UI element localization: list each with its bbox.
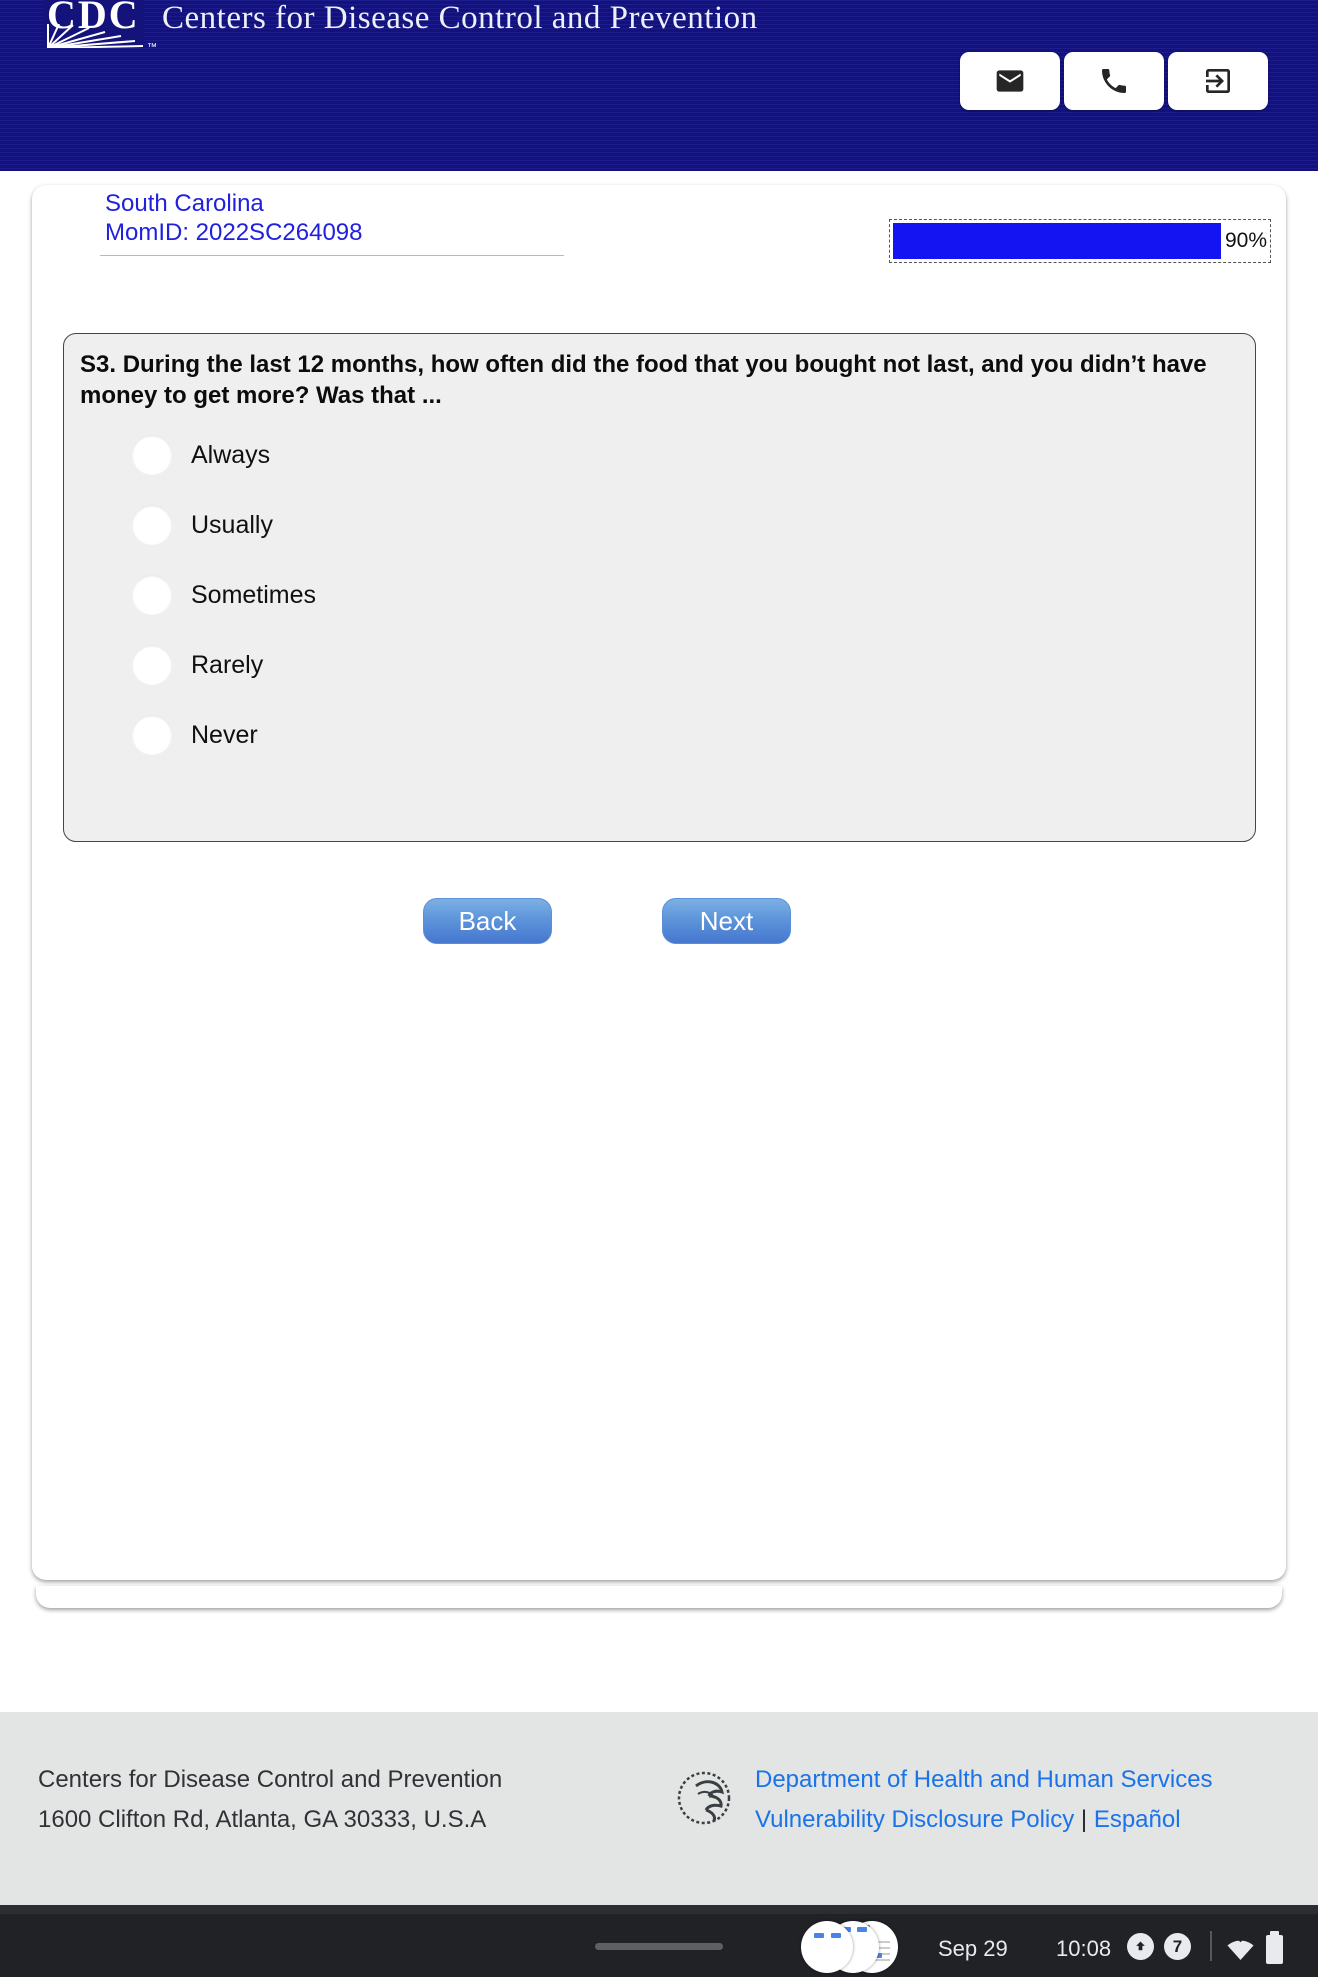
option-label: Sometimes <box>191 580 317 609</box>
mom-id: MomID: 2022SC264098 <box>105 219 363 246</box>
option-sometimes[interactable] <box>132 575 316 615</box>
page-footer <box>0 1712 1318 1905</box>
arrow-up-icon <box>1133 1939 1148 1954</box>
footer-org-name: Centers for Disease Control and Prevention <box>38 1766 503 1793</box>
card-stack-edge <box>36 1586 1282 1608</box>
radio-usually[interactable] <box>132 505 172 545</box>
exit-icon <box>1202 65 1234 97</box>
wifi-icon[interactable] <box>1227 1938 1254 1961</box>
answer-options <box>132 435 316 755</box>
option-label: Always <box>191 440 271 469</box>
option-label: Usually <box>191 510 273 539</box>
phone-button[interactable] <box>1064 52 1164 110</box>
option-label: Never <box>191 720 258 749</box>
back-button[interactable]: Back <box>423 898 552 944</box>
vulnerability-policy-link[interactable]: Vulnerability Disclosure Policy <box>755 1806 1075 1833</box>
hhs-logo-icon <box>676 1766 736 1830</box>
cdc-logo[interactable] <box>43 0 144 48</box>
battery-icon[interactable] <box>1266 1935 1283 1964</box>
radio-sometimes[interactable] <box>132 575 172 615</box>
window-stack-button[interactable] <box>801 1921 901 1973</box>
progress-label: 90% <box>1224 229 1267 252</box>
progress-bar <box>889 219 1271 263</box>
status-date[interactable]: Sep 29 <box>938 1936 1008 1961</box>
next-button[interactable]: Next <box>662 898 791 944</box>
window-thumbnail <box>801 1921 853 1973</box>
mail-button[interactable] <box>960 52 1060 110</box>
status-time[interactable]: 10:08 <box>1056 1936 1112 1961</box>
radio-never[interactable] <box>132 715 172 755</box>
radio-rarely[interactable] <box>132 645 172 685</box>
option-rarely[interactable] <box>132 645 316 685</box>
option-never[interactable] <box>132 715 316 755</box>
footer-org-block <box>38 1760 502 1840</box>
header-title: Centers for Disease Control and Prevention <box>162 0 758 36</box>
cdc-header-banner <box>0 0 1318 171</box>
option-label: Rarely <box>191 650 264 679</box>
taskbar <box>0 1905 1318 1977</box>
divider <box>100 255 564 256</box>
question-text: S3. During the last 12 months, how often did the food that you bought not last, and you didn’t have money to get more? Was that ... <box>80 351 1207 409</box>
footer-address: 1600 Clifton Rd, Atlanta, GA 30333, U.S.A <box>38 1806 487 1833</box>
logout-button[interactable] <box>1168 52 1268 110</box>
question-box <box>63 333 1256 842</box>
cdc-trademark: ™ <box>147 42 157 53</box>
participant-identifier <box>105 189 362 247</box>
mail-icon <box>994 65 1026 97</box>
footer-links <box>755 1760 1213 1840</box>
radio-always[interactable] <box>132 435 172 475</box>
option-always[interactable] <box>132 435 316 475</box>
notification-count: 7 <box>1172 1936 1183 1956</box>
hhs-link[interactable]: Department of Health and Human Services <box>755 1766 1213 1793</box>
option-usually[interactable] <box>132 505 316 545</box>
phone-icon <box>1098 65 1130 97</box>
progress-fill <box>893 223 1221 259</box>
cdc-logo-text: CDC <box>47 0 140 37</box>
espanol-link[interactable]: Español <box>1093 1806 1181 1833</box>
gesture-pill[interactable] <box>595 1943 723 1950</box>
update-notification-icon[interactable] <box>1127 1933 1154 1960</box>
notification-count-badge[interactable] <box>1164 1933 1191 1960</box>
link-separator: | <box>1080 1806 1088 1833</box>
state-link[interactable]: South Carolina <box>105 190 264 217</box>
taskbar-divider <box>1210 1931 1212 1961</box>
cdc-logo-rays-icon <box>43 24 144 48</box>
survey-card <box>32 185 1286 1580</box>
